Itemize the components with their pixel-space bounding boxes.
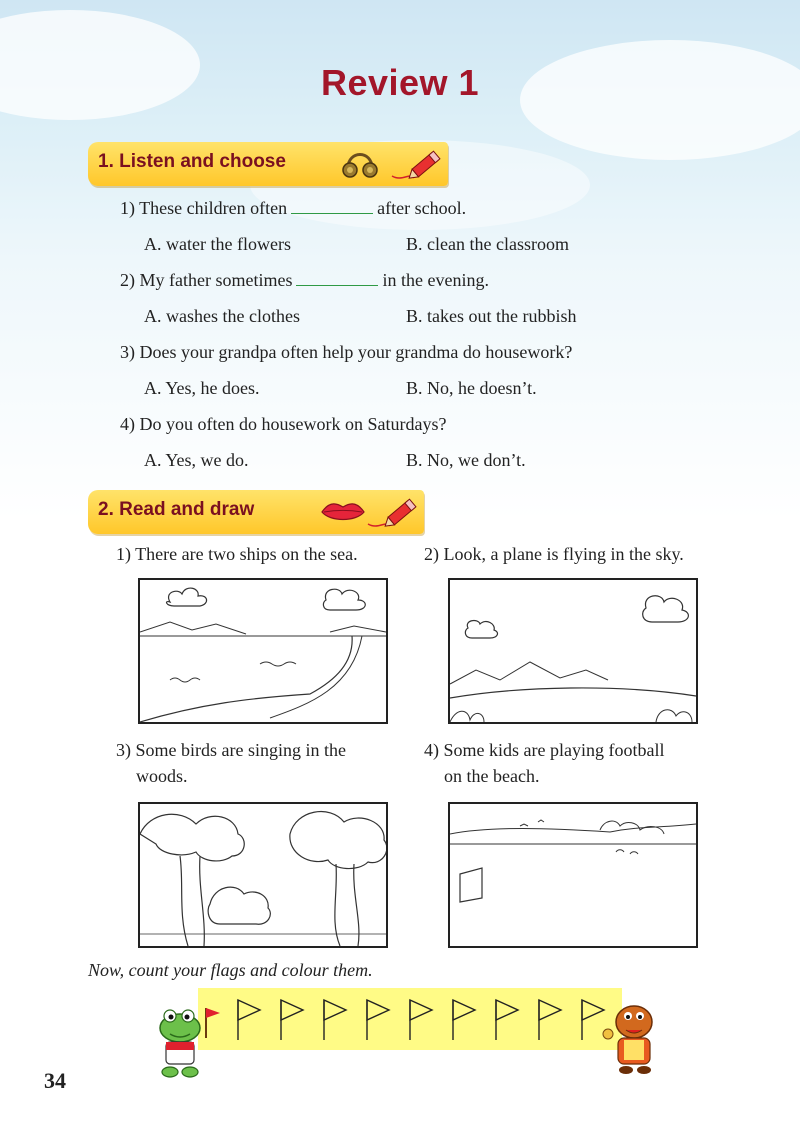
question-2	[120, 270, 489, 291]
question-text: in the evening.	[382, 270, 489, 290]
lips-icon	[316, 490, 370, 534]
flag-outline[interactable]	[453, 1000, 475, 1040]
question-4: 4) Do you often do housework on Saturdays?	[120, 414, 447, 434]
draw-item-3: 3) Some birds are singing in the	[116, 740, 346, 760]
draw-item-1: 1) There are two ships on the sea.	[116, 544, 358, 564]
count-instruction: Now, count your flags and colour them.	[88, 960, 373, 980]
question-1	[120, 198, 466, 219]
draw-item-2: 2) Look, a plane is flying in the sky.	[424, 544, 684, 564]
question-text: 1) These children often	[120, 198, 288, 218]
answer-blank[interactable]	[296, 272, 378, 286]
woods-scene	[140, 804, 386, 946]
page-title: Review 1	[320, 62, 480, 103]
section-heading: 2. Read and draw	[98, 499, 255, 520]
option-b[interactable]: B. takes out the rubbish	[406, 306, 577, 326]
sea-scene	[140, 580, 386, 722]
flag-outline[interactable]	[367, 1000, 389, 1040]
option-a[interactable]: A. Yes, he does.	[144, 378, 260, 398]
page-number: 34	[44, 1068, 66, 1093]
frog-mascot-icon	[148, 998, 222, 1082]
flag-outline[interactable]	[539, 1000, 561, 1040]
drawing-canvas-sea[interactable]	[138, 578, 388, 724]
drawing-canvas-beach[interactable]	[448, 802, 698, 948]
option-a[interactable]: A. washes the clothes	[144, 306, 300, 326]
option-b[interactable]: B. No, he doesn’t.	[406, 378, 537, 398]
flag-outline[interactable]	[324, 1000, 346, 1040]
section-banner-listen-and-choose	[88, 142, 448, 186]
drawing-canvas-sky[interactable]	[448, 578, 698, 724]
beach-scene	[450, 804, 696, 946]
draw-item-4-cont: on the beach.	[444, 766, 540, 786]
pencil-icon	[366, 490, 424, 534]
question-3: 3) Does your grandpa often help your grandma do housework?	[120, 342, 573, 362]
option-b[interactable]: B. No, we don’t.	[406, 450, 526, 470]
sky-scene	[450, 580, 696, 722]
flags-row	[198, 988, 622, 1050]
section-banner-read-and-draw	[88, 490, 424, 534]
flag-outline[interactable]	[496, 1000, 518, 1040]
section-heading: 1. Listen and choose	[98, 151, 286, 172]
flag-strip	[198, 988, 622, 1050]
question-text: 2) My father sometimes	[120, 270, 293, 290]
draw-item-3-cont: woods.	[136, 766, 188, 786]
option-a[interactable]: A. Yes, we do.	[144, 450, 249, 470]
option-a[interactable]: A. water the flowers	[144, 234, 291, 254]
question-text: after school.	[377, 198, 467, 218]
drawing-canvas-woods[interactable]	[138, 802, 388, 948]
flag-outline[interactable]	[238, 1000, 260, 1040]
flag-outline[interactable]	[410, 1000, 432, 1040]
pencil-icon	[388, 142, 448, 186]
flag-outline[interactable]	[281, 1000, 303, 1040]
draw-item-4: 4) Some kids are playing football	[424, 740, 665, 760]
beaver-mascot-icon	[600, 1000, 662, 1078]
answer-blank[interactable]	[291, 200, 373, 214]
option-b[interactable]: B. clean the classroom	[406, 234, 569, 254]
